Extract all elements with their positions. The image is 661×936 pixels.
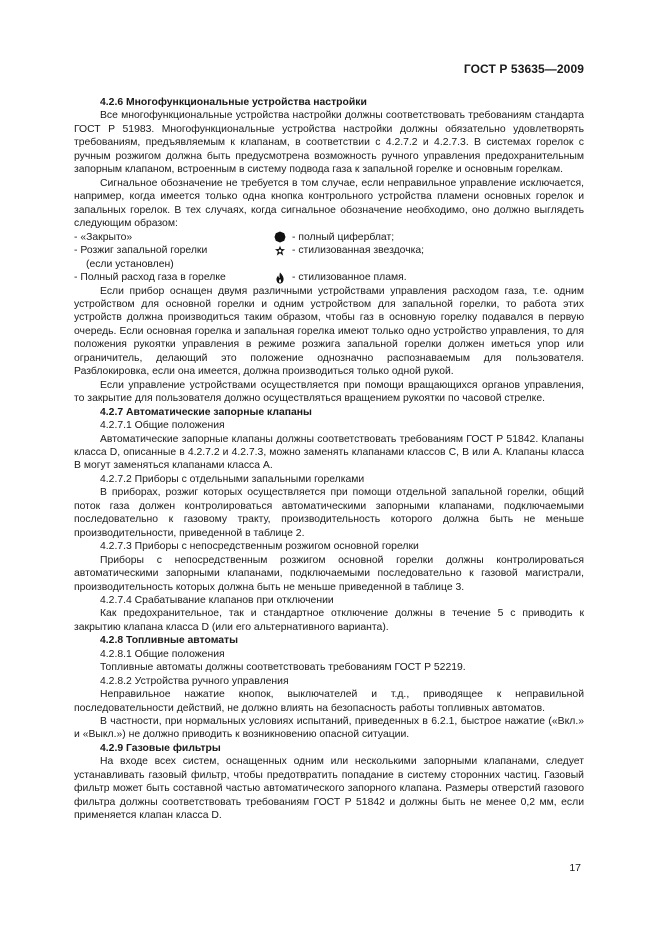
section-heading-4-2-8: 4.2.8 Топливные автоматы [100,635,238,647]
paragraph: Если прибор оснащен двумя различными устройствами управления расходом газа, т.е. одним устройством для основной горелки и одним устройством для запальной горелки, то работа этих устройств должна производиться таким образом, чтобы газ в основную горелку подавался в первую очередь. Если основная горелка и запальная горелка имеют только одно устройство управления, то для положения рукоятки управления в режиме розжига запальной горелки должен иметься упор или ограничитель, делающий это положение однозначно распознаваемым для пользователя. Разблокировка, если она имеется, должна производиться только одной рукой. [74,285,584,378]
paragraph: Сигнальное обозначение не требуется в том случае, если неправильное управление исключается, например, когда имеется только одна кнопка контрольного устройства пламени основных горелок и запальных горелок. В тех случаях, когда сигнальное обозначение необходимо, оно должно выглядеть следующим образом: [74,177,584,230]
list-item [274,271,407,284]
list-item [274,231,394,244]
list-item-description: - стилизованное пламя. [292,272,407,284]
page-body [74,96,584,823]
list-item-label: - «Закрыто» [74,231,133,243]
paragraph: Неправильное нажатие кнопок, выключателей и т.д., приводящее к неправильной последовательности действий, не должно влиять на безопасность работы топливных автоматов. [74,689,584,714]
signal-symbol-list [74,231,584,285]
list-item-description: - полный циферблат; [292,231,395,243]
list-item [274,244,424,257]
paragraph: Все многофункциональные устройства настройки должны соответствовать требованиям стандарта ГОСТ Р 51983. Многофункциональные устройства настройки должны обязательно удовлетворять требованиям, предъявляемым к клапанам, в соответствии с 4.2.7.2 и 4.2.7.3. В системах горелок с ручным розжигом должна быть предусмотрена возможность ручного управления предохранительным запорным клапаном, встроенным в систему подвода газа к запальной горелке и основным горелкам. [74,110,584,176]
paragraph: Топливные автоматы должны соответствовать требованиям ГОСТ Р 52219. [100,662,466,674]
section-heading-4-2-7: 4.2.7 Автоматические запорные клапаны [100,406,312,418]
document-id: ГОСТ Р 53635—2009 [463,62,584,76]
subsection-heading: 4.2.7.1 Общие положения [100,420,225,432]
list-item-description: - стилизованная звездочка; [292,245,425,257]
list-item-note: (если установлен) [86,258,174,270]
subsection-heading: 4.2.7.3 Приборы с непосредственным розжигом основной горелки [100,541,419,553]
section-heading-4-2-6: 4.2.6 Многофункциональные устройства настройки [100,97,367,108]
paragraph: В частности, при нормальных условиях испытаний, приведенных в 6.2.1, быстрое нажатие («Вкл.» и «Выкл.») не должно приводить к возникновению опасной ситуации. [74,716,584,741]
paragraph: Как предохранительное, так и стандартное отключение должны в течение 5 с приводить к закрытию клапана класса D (или его альтернативного варианта). [74,608,584,633]
paragraph: Приборы с непосредственным розжигом основной горелки должны контролироваться автоматическими запорными клапанами, подключаемыми последовательно к газовой магистрали, производительность которых должна быть не меньше приведенной в таблице 3. [74,554,584,593]
section-heading-4-2-9: 4.2.9 Газовые фильтры [100,742,221,754]
subsection-heading: 4.2.8.2 Устройства ручного управления [100,675,289,687]
page-number: 17 [569,862,581,874]
subsection-heading: 4.2.8.1 Общие положения [100,648,225,660]
star-icon [274,245,286,257]
list-item-label: - Полный расход газа в горелке [74,272,226,284]
paragraph: В приборах, розжиг которых осуществляется при помощи отдельной запальной горелки, общий поток газа должен контролироваться автоматическими запорными клапанами, подключаемыми последовательно к газовому тракту, производительность которого должна быть не меньше производительности, приведенной в таблице 2. [74,487,584,539]
flame-icon [274,272,286,284]
paragraph: На входе всех систем, оснащенных одним или несколькими запорными клапанами, следует устанавливать газовый фильтр, чтобы предотвратить попадание в систему сторонних частиц. Газовый фильтр может быть составной частью автоматического запорного клапана. Размеры отверстий газового фильтра должны соответствовать требованиям ГОСТ Р 51842 и должны быть не менее 0,2 мм, если применяется клапан класса D. [74,756,584,822]
paragraph: Если управление устройствами осуществляется при помощи вращающихся органов управления, то закрытие для пользователя должно осуществляться вращением рукоятки по часовой стрелке. [74,379,584,405]
list-item-label: - Розжиг запальной горелки [74,245,208,257]
paragraph: Автоматические запорные клапаны должны соответствовать требованиям ГОСТ Р 51842. Клапаны класса D, описанные в 4.2.7.2 и 4.2.7.3, можно заменять клапанами классов С, В или А. Клапаны класса В могут заменяться клапанами класса А. [74,433,584,472]
subsection-heading: 4.2.7.2 Приборы с отдельными запальными горелками [100,473,365,485]
subsection-heading: 4.2.7.4 Срабатывание клапанов при отключении [100,594,334,606]
filled-dial-icon [274,231,286,243]
